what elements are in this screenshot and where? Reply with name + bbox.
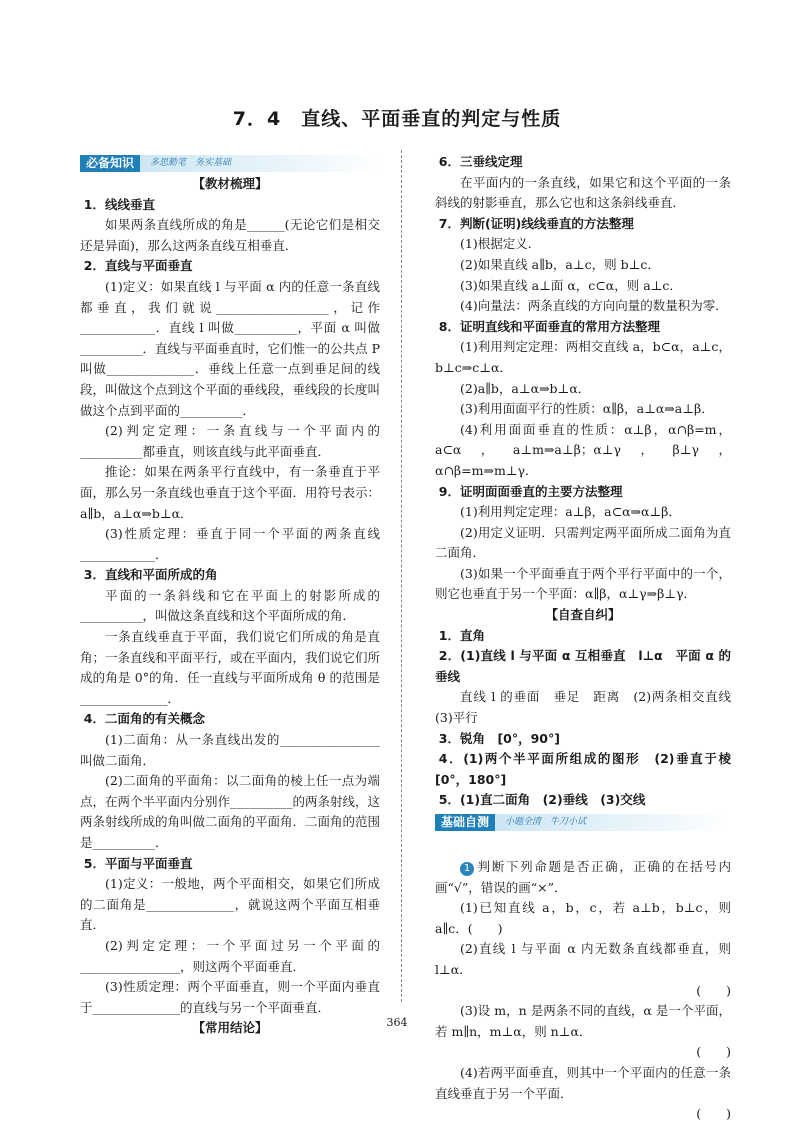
paragraph: (2)用定义证明．只需判定两平面所成二面角为直二面角． [435, 524, 731, 561]
paragraph: 如果两条直线所成的角是______(无论它们是相交还是异面)，那么这两条直线互相垂直． [80, 217, 380, 253]
paragraph: (3)如果直线 a⊥面 α，c⊂α，则 a⊥c． [460, 277, 682, 293]
answer-2: 2．(1)直线 l 与平面 α 互相垂直 l⊥α 平面 α 的垂线 [435, 648, 731, 684]
heading-7: 7．判断(证明)线线垂直的方法整理 [438, 215, 634, 231]
paragraph: 推论：如果在两条平行直线中，有一条垂直于平面，那么另一条直线也垂直于这个平面．用符号表示：a∥b，a⊥α⇒b⊥α． [80, 464, 381, 521]
paragraph: (3)性质定理：两个平面垂直，则一个平面内垂直于______________的直线与另一个平面垂直． [80, 979, 380, 1015]
question-item: (3)设 m，n 是两条不同的直线，α 是一个平面，若 m∥n，m⊥α，则 n⊥α． [435, 1003, 731, 1039]
paragraph: (3)性质定理：垂直于同一个平面的两条直线____________． [80, 526, 380, 562]
banner-slogan: 小题全清 牛刀小试 [495, 814, 731, 831]
question-number-badge: 1 [460, 862, 474, 876]
paragraph: (1)定义：如果直线 l 与平面 α 内的任意一条直线都垂直，我们就说__________________，记作____________．直线 l 叫做__________，平面 α 叫做__________．直线与平面垂直时，它们惟一的公共点 P 叫做______________．垂线上任意一点到垂足间的线段，叫做这个点到这个平面的垂线段，垂线段的长度叫做这个点到平面的__________． [80, 278, 381, 418]
heading-9: 9．证明面面垂直的主要方法整理 [438, 483, 623, 499]
paragraph: (2)如果直线 a∥b，a⊥c，则 b⊥c． [460, 256, 660, 272]
paragraph: (2)判定定理：一条直线与一个平面内的__________都垂直，则该直线与此平面垂直． [80, 423, 380, 459]
heading-6: 6．三垂线定理 [438, 154, 523, 169]
answer-bracket: ( ) [696, 1044, 731, 1060]
section-conclusion: 【常用结论】 [192, 1020, 268, 1036]
paragraph: (4)向量法：两条直线的方向向量的数量积为零． [460, 298, 728, 314]
paragraph: 平面的一条斜线和它在平面上的射影所成的__________，叫做这条直线和这个平面所成的角． [80, 587, 380, 624]
paragraph: (3)利用面面平行的性质：α∥β，a⊥α⇒a⊥β． [460, 401, 714, 417]
question-stem [435, 857, 731, 898]
paragraph: 在平面内的一条直线，如果它和这个平面的一条斜线的射影垂直，那么它也和这条斜线垂直． [435, 174, 731, 211]
paragraph: (4)利用面面垂直的性质：α⊥β，α∩β=m，a⊂α，a⊥m⇒a⊥β；α⊥γ，β⊥γ，α∩β=m⇒m⊥γ． [435, 421, 731, 478]
paragraph: (1)利用判定定理：两相交直线 a，b⊂α，a⊥c，b⊥c⇒c⊥α． [435, 339, 731, 375]
paragraph: 一条直线垂直于平面，我们说它们所成的角是直角；一条直线和平面平行，或在平面内，我们说它们所成的角是 0°的角．任一直线与平面所成角 θ 的范围是______________． [80, 629, 381, 706]
banner-slogan: 多思勤笔 务实基础 [140, 155, 380, 172]
page-title: 7．4 直线、平面垂直的判定与性质 [232, 108, 562, 130]
banner-essential-knowledge [80, 154, 380, 172]
paragraph: (3)如果一个平面垂直于两个平行平面中的一个，则它也垂直于另一个平面：α∥β，α⊥γ⇒β⊥γ． [435, 565, 731, 602]
paragraph: (1)二面角：从一条直线出发的________________叫做二面角． [80, 732, 380, 768]
question-item: (1)已知直线 a，b，c，若 a⊥b，b⊥c，则 a∥c．( ) [435, 900, 731, 936]
answer-1: 1．直角 [438, 627, 485, 643]
right-column [435, 152, 744, 1125]
question-stem-text: 判断下列命题是否正确，正确的在括号内画“√”，错误的画“×”． [435, 859, 731, 895]
answer-5: 5．(1)直二面角 (2)垂线 (3)交线 [438, 792, 646, 808]
heading-5: 5．平面与平面垂直 [83, 855, 193, 871]
banner-tag: 必备知识 [80, 155, 140, 172]
column-divider [401, 150, 402, 1002]
paragraph: (2)二面角的平面角：以二面角的棱上任一点为端点，在两个半平面内分别作__________的两条射线，这两条射线所成的角叫做二面角的平面角．二面角的范围是__________． [80, 773, 381, 850]
paragraph: (2)a∥b，a⊥α⇒b⊥α． [460, 380, 591, 396]
heading-3: 3．直线和平面所成的角 [83, 567, 218, 583]
question-item: (2)直线 l 与平面 α 内无数条直线都垂直，则 l⊥α． [435, 941, 731, 977]
answer-bracket: ( ) [696, 982, 731, 998]
heading-8: 8．证明直线和平面垂直的常用方法整理 [438, 318, 660, 334]
question-item: (4)若两平面垂直，则其中一个平面内的任意一条直线垂直于另一个平面． [435, 1064, 731, 1101]
paragraph: (1)根据定义． [460, 236, 541, 252]
heading-1: 1．线线垂直 [83, 196, 155, 212]
paragraph: (1)利用判定定理：a⊥β，a⊂α⇒α⊥β． [460, 504, 681, 520]
heading-2: 2．直线与平面垂直 [83, 258, 193, 274]
left-column [80, 152, 380, 1039]
answer-2-cont: 直线 l 的垂面 垂足 距离 (2)两条相交直线 (3)平行 [435, 689, 744, 726]
answer-3: 3．锐角 [0°，90°] [438, 730, 560, 746]
answer-4: 4．(1)两个半平面所组成的图形 (2)垂直于棱 [0°，180°] [435, 751, 744, 787]
section-textbook: 【教材梳理】 [192, 176, 268, 191]
banner-basic-self-test [435, 813, 731, 831]
answer-bracket: ( ) [696, 1106, 731, 1122]
paragraph: (1)定义：一般地，两个平面相交，如果它们所成的二面角是______________，就说这两个平面互相垂直． [80, 876, 380, 933]
paragraph: (2)判定定理：一个平面过另一个平面的________________，则这两个平面垂直． [80, 937, 380, 974]
page-number: 364 [386, 1016, 408, 1029]
banner-tag: 基础自测 [435, 814, 495, 831]
heading-4: 4．二面角的有关概念 [83, 711, 205, 727]
section-check: 【自查自纠】 [545, 607, 621, 623]
